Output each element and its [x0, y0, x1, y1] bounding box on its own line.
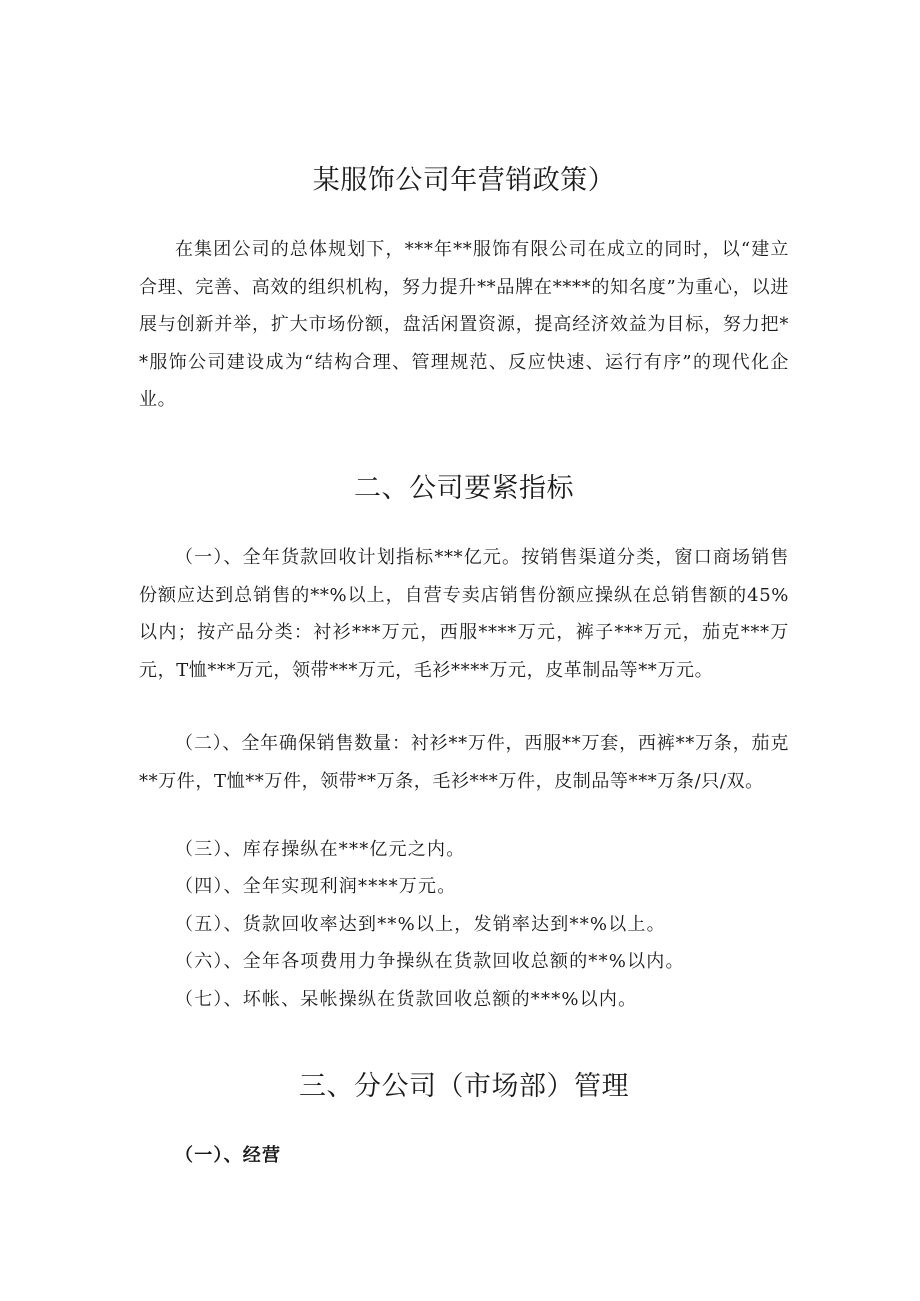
section-2-item-6: （六）、全年各项费用力争操纵在货款回收总额的**%以内。 [175, 951, 685, 972]
section-2-item-1: （一）、全年货款回收计划指标***亿元。按销售渠道分类，窗口商场销售份额应达到总销售的**%以上，自营专卖店销售份额应操纵在总销售额的45%以内；按产品分类：衬衫***万元，西服****万元，裤子***万元，茄克***万元，T恤***万元，领带***万元，毛衫****万元，皮革制品等**万元。 [139, 547, 789, 681]
section-2-item-4: （四）、全年实现利润****万元。 [175, 876, 457, 897]
section-2-item-5: （五）、货款回收率达到**%以上，发销率达到**%以上。 [175, 914, 666, 935]
document-title: 某服饰公司年营销政策） [312, 165, 616, 196]
section-3-subheading-1: （一）、经营 [175, 1145, 282, 1166]
section-2-item-2: （二）、全年确保销售数量：衬衫**万件，西服**万套，西裤**万条，茄克**万件，T恤**万件，领带**万条，毛衫***万件，皮制品等***万条/只/双。 [139, 733, 789, 792]
section-2-heading: 二、公司要紧指标 [354, 473, 574, 504]
section-3-heading: 三、分公司（市场部）管理 [299, 1071, 629, 1102]
section-2-item-7: （七）、坏帐、呆帐操纵在货款回收总额的***%以内。 [175, 989, 638, 1010]
section-2-item-3: （三）、库存操纵在***亿元之内。 [175, 839, 466, 860]
intro-paragraph: 在集团公司的总体规划下，***年**服饰有限公司在成立的同时，以“建立合理、完善、高效的组织机构，努力提升**品牌在****的知名度”为重心，以进展与创新并举，扩大市场份额，盘活闲置资源，提高经济效益为目标，努力把**服饰公司建设成为“结构合理、管理规范、反应快速、运行有序”的现代化企业。 [139, 239, 789, 410]
